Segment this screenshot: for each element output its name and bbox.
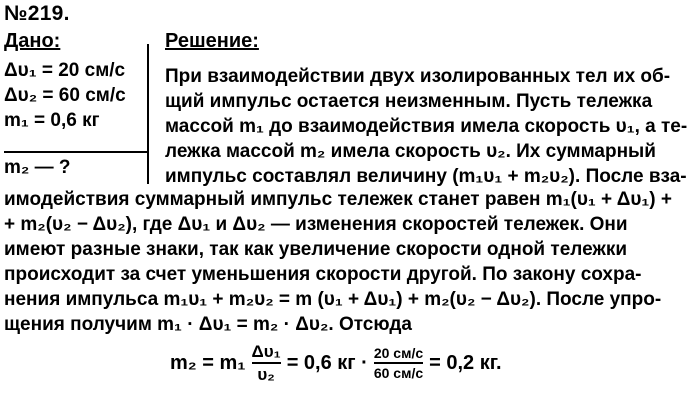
formula-lhs: m₂ = m₁ (170, 351, 246, 374)
solution-line: щий импульс остается неизменным. Пусть тележка (165, 91, 653, 112)
solution-line: происходит за счет уменьшения скорости другой. По закону сохра- (4, 264, 642, 285)
fraction-bar (252, 362, 281, 364)
solution-line: имодействия суммарный импульс тележек станет равен m₁(υ₁ + Δυ₁) + (4, 189, 672, 210)
solution-line: массой m₁ до взаимодействия имела скорость υ₁, а те- (165, 116, 688, 137)
formula-fraction-values (374, 345, 423, 381)
solution-line: + m₂(υ₂ − Δυ₂), где Δυ₁ и Δυ₂ — изменения скоростей тележек. Они (4, 214, 628, 235)
final-formula (170, 342, 502, 384)
solution-line: щения получим m₁ · Δυ₁ = m₂ · Δυ₂. Отсюда (4, 314, 412, 335)
formula-frac1-numerator: Δυ₁ (251, 342, 281, 361)
formula-frac1-denominator: υ₂ (257, 365, 275, 384)
formula-fraction-velocity (252, 342, 281, 384)
given-line-dv1: Δυ₁ = 20 см/с (4, 60, 126, 81)
solution-column (165, 64, 687, 189)
solution-line: При взаимодействии двух изолированных тел их об- (165, 66, 671, 87)
solution-line: импульс составлял величину (m₁υ₁ + m₂υ₂). После вза- (165, 166, 687, 187)
formula-frac2-numerator: 20 см/с (373, 345, 424, 361)
problem-number: №219. (4, 2, 70, 25)
given-line-dv2: Δυ₂ = 60 см/с (4, 85, 126, 106)
given-divider-horizontal (4, 151, 148, 153)
formula-mid: = 0,6 кг · (286, 351, 368, 374)
solution-line: лежка массой m₂ имела скорость υ₂. Их суммарный (165, 141, 656, 162)
formula-frac2-denominator: 60 см/с (373, 365, 424, 381)
solution-line: нения импульса m₁υ₁ + m₂υ₂ = m (υ₁ + Δυ₁) + m₂(υ₂ − Δυ₂). После упро- (4, 289, 662, 310)
given-find-m2: m₂ — ? (4, 157, 71, 178)
given-heading: Дано: (4, 30, 61, 52)
formula-result: = 0,2 кг. (429, 351, 502, 374)
fraction-bar (374, 362, 423, 364)
given-line-m1: m₁ = 0,6 кг (4, 110, 100, 131)
solution-line: имеют разные знаки, так как увеличение скорости одной тележки (4, 239, 628, 260)
solution-heading: Решение: (165, 30, 259, 52)
given-divider-vertical (147, 44, 149, 184)
